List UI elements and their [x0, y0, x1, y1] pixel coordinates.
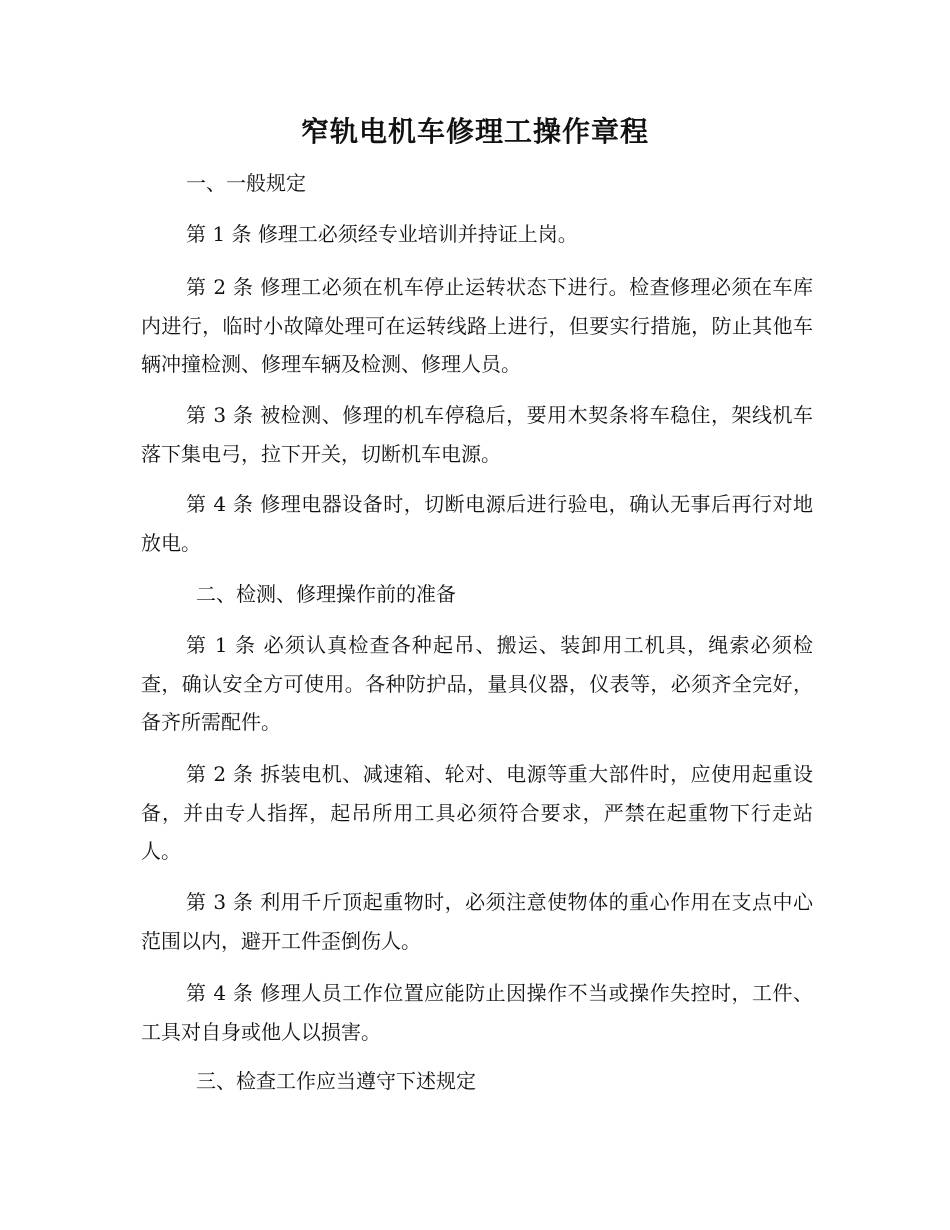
article-label: 第 4 条: [186, 981, 254, 1005]
article-text: 必须认真检查各种起吊、搬运、装卸用工机具，绳索必须检查，确认安全方可使用。各种防护品，量具仪器，仪表等，必须齐全完好，备齐所需配件。: [141, 633, 813, 734]
article-2-4: [141, 974, 813, 1051]
article-text: 修理工必须在机车停止运转状态下进行。检查修理必须在车库内进行，临时小故障处理可在运转线路上进行，但要实行措施，防止其他车辆冲撞检测、修理车辆及检测、修理人员。: [141, 275, 814, 376]
article-2-3: [141, 883, 813, 960]
article-label: 第 3 条: [186, 890, 254, 914]
article-label: 第 2 条: [186, 762, 254, 786]
article-1-2: [141, 268, 813, 384]
article-text: 被检测、修理的机车停稳后，要用木契条将车稳住，架线机车落下集电弓，拉下开关，切断机车电源。: [141, 403, 814, 466]
article-text: 修理工必须经专业培训并持证上岗。: [257, 222, 578, 246]
article-1-1: [141, 215, 813, 254]
article-1-3: [141, 396, 813, 473]
article-2-1: [141, 626, 813, 742]
article-label: 第 2 条: [186, 275, 254, 299]
article-text: 拆装电机、减速箱、轮对、电源等重大部件时，应使用起重设备，并由专人指挥，起吊所用工具必须符合要求，严禁在起重物下行走站人。: [141, 762, 814, 863]
article-label: 第 4 条: [186, 492, 254, 516]
article-label: 第 3 条: [186, 403, 254, 427]
article-text: 利用千斤顶起重物时，必须注意使物体的重心作用在支点中心范围以内，避开工件歪倒伤人。: [141, 890, 814, 953]
section-heading-1: 一、一般规定: [186, 171, 306, 195]
article-2-2: [141, 755, 813, 871]
article-1-4: [141, 485, 813, 562]
article-text: 修理人员工作位置应能防止因操作不当或操作失控时，工件、工具对自身或他人以损害。: [141, 981, 814, 1044]
article-text: 修理电器设备时，切断电源后进行验电，确认无事后再行对地放电。: [141, 492, 814, 555]
section-heading-3: 三、检查工作应当遵守下述规定: [196, 1069, 476, 1093]
document-title: 窄轨电机车修理工操作章程: [300, 115, 649, 148]
article-label: 第 1 条: [186, 633, 257, 657]
article-label: 第 1 条: [186, 222, 252, 246]
section-heading-2: 二、检测、修理操作前的准备: [196, 582, 456, 606]
